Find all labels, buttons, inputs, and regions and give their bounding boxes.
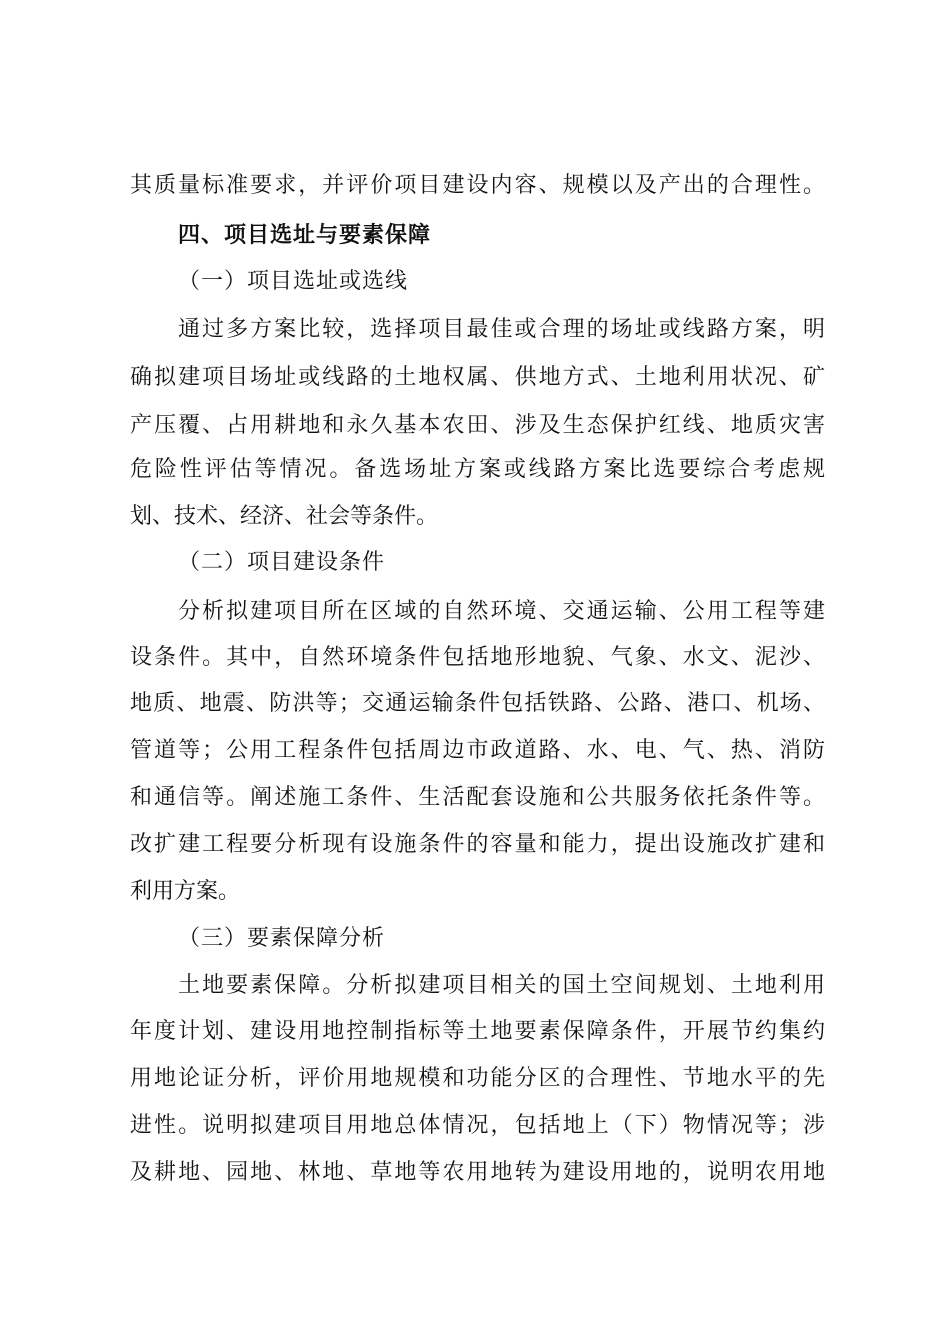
body-line: 年度计划、建设用地控制指标等土地要素保障条件，开展节约集约 (130, 1019, 825, 1044)
body-line: 用地论证分析，评价用地规模和功能分区的合理性、节地水平的先 (130, 1066, 825, 1091)
body-line: 土地要素保障。分析拟建项目相关的国土空间规划、土地利用 (178, 973, 825, 998)
body-line: 和通信等。阐述施工条件、生活配套设施和公共服务依托条件等。 (130, 785, 825, 810)
subsection-heading: （一）项目选址或选线 (178, 269, 409, 294)
subsection-heading: （二）项目建设条件 (178, 550, 386, 575)
body-line: 利用方案。 (130, 879, 241, 904)
body-line: 危险性评估等情况。备选场址方案或线路方案比选要综合考虑规 (130, 457, 825, 482)
body-line: 产压覆、占用耕地和永久基本农田、涉及生态保护红线、地质灾害 (130, 413, 825, 438)
body-line: 划、技术、经济、社会等条件。 (130, 504, 439, 529)
body-line: 管道等；公用工程条件包括周边市政道路、水、电、气、热、消防 (130, 738, 825, 763)
body-line: 进性。说明拟建项目用地总体情况，包括地上（下）物情况等；涉 (130, 1113, 825, 1138)
body-line: 地质、地震、防洪等；交通运输条件包括铁路、公路、港口、机场、 (130, 691, 825, 716)
body-line: 分析拟建项目所在区域的自然环境、交通运输、公用工程等建 (178, 599, 825, 624)
body-line: 通过多方案比较，选择项目最佳或合理的场址或线路方案，明 (178, 317, 825, 342)
body-line: 确拟建项目场址或线路的土地权属、供地方式、土地利用状况、矿 (130, 365, 825, 390)
body-line: 及耕地、园地、林地、草地等农用地转为建设用地的，说明农用地 (130, 1160, 825, 1185)
body-line: 设条件。其中，自然环境条件包括地形地貌、气象、水文、泥沙、 (130, 645, 825, 670)
body-line: 其质量标准要求，并评价项目建设内容、规模以及产出的合理性。 (130, 173, 825, 198)
section-heading: 四、项目选址与要素保障 (178, 223, 432, 248)
body-line: 改扩建工程要分析现有设施条件的容量和能力，提出设施改扩建和 (130, 832, 825, 857)
subsection-heading: （三）要素保障分析 (178, 926, 386, 951)
